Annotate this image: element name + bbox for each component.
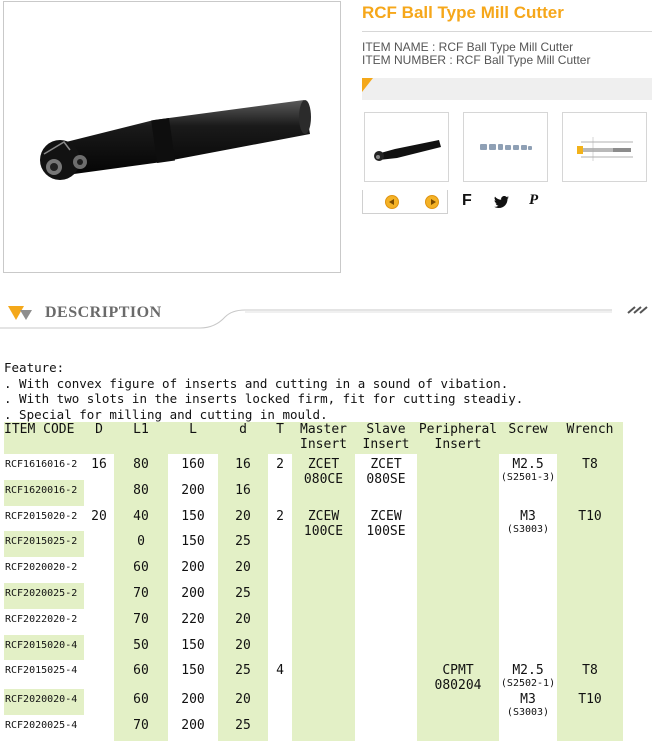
table-row [4,506,623,532]
D-cell [84,689,114,715]
T-cell [268,480,292,506]
D-cell [84,583,114,609]
L1-cell: 70 [114,609,168,635]
col-master-insert: Master Insert [292,422,355,454]
main-product-image[interactable] [3,1,341,273]
col-item-code: ITEM CODE [4,422,84,454]
T-cell [268,689,292,715]
col-d: d [218,422,268,454]
D-cell [84,660,114,689]
D-cell [84,531,114,557]
item-code-cell: RCF2015025-4 [4,660,84,689]
pinterest-icon[interactable]: P [529,192,539,208]
L1-cell: 80 [114,480,168,506]
drawing-thumbnail-icon [563,113,646,181]
L1-cell: 60 [114,557,168,583]
L1-cell: 80 [114,454,168,480]
item-code-cell: RCF2020025-4 [4,715,84,741]
d-cell: 16 [218,480,268,506]
item-code-cell: RCF2022020-2 [4,609,84,635]
thumbnail-inserts[interactable] [463,112,548,182]
screw-cell: M2.5 (S2501-3) [499,454,557,506]
d-cell: 25 [218,715,268,741]
D-cell [84,557,114,583]
D-cell [84,480,114,506]
item-code-cell: RCF2020020-4 [4,689,84,715]
info-bar [362,78,652,100]
d-cell: 16 [218,454,268,480]
D-cell: 16 [84,454,114,480]
d-cell: 20 [218,689,268,715]
T-cell [268,635,292,661]
L1-cell: 70 [114,583,168,609]
screw-cell: M3 (S3003) [499,506,557,661]
table-row [4,454,623,480]
product-title: RCF Ball Type Mill Cutter [362,3,564,22]
master-insert-cell: ZCEW 100CE [292,506,355,741]
D-cell [84,635,114,661]
L-cell: 150 [168,635,218,661]
T-cell [268,609,292,635]
prev-arrow-icon[interactable] [385,195,399,209]
inserts-thumbnail-icon [464,113,547,181]
L1-cell: 60 [114,689,168,715]
gallery-nav [362,190,448,214]
cutter-illustration [4,2,340,272]
T-cell: 2 [268,454,292,480]
L-cell: 150 [168,531,218,557]
L-cell: 200 [168,583,218,609]
T-cell [268,557,292,583]
feature-label: Feature: [4,360,65,375]
col-wrench: Wrench [557,422,623,454]
d-cell: 20 [218,557,268,583]
table-header-row [4,422,623,454]
col-T: T [268,422,292,454]
L1-cell: 50 [114,635,168,661]
item-code-cell: RCF1620016-2 [4,480,84,506]
feature-line-1: . With convex figure of inserts and cutting in a sound of vibation. [4,375,509,391]
spec-table [4,422,623,741]
L1-cell: 60 [114,660,168,689]
peripheral-insert-cell: CPMT 080204 [417,660,499,741]
T-cell [268,583,292,609]
d-cell: 25 [218,583,268,609]
item-code-cell: RCF2015020-2 [4,506,84,532]
feature-line-3: . Special for milling and cutting in mould. [4,406,328,422]
T-cell: 4 [268,660,292,689]
screw-cell: M2.5 (S2502-1) [499,660,557,689]
master-insert-cell: ZCET 080CE [292,454,355,506]
description-title: DESCRIPTION [45,304,162,321]
facebook-icon[interactable]: F [462,192,472,209]
feature-block [4,360,523,422]
col-slave-insert: Slave Insert [355,422,417,454]
thumbnail-cutter[interactable] [364,112,449,182]
item-number-text: ITEM NUMBER : RCF Ball Type Mill Cutter [362,53,591,67]
d-cell: 20 [218,506,268,532]
wrench-cell: T8 [557,454,623,506]
slave-insert-cell: ZCEW 100SE [355,506,417,741]
next-arrow-icon[interactable] [425,195,439,209]
T-cell: 2 [268,506,292,532]
item-code-cell: RCF1616016-2 [4,454,84,480]
L-cell: 200 [168,715,218,741]
d-cell: 25 [218,531,268,557]
L-cell: 200 [168,480,218,506]
slave-insert-cell: ZCET 080SE [355,454,417,506]
L-cell: 160 [168,454,218,480]
L1-cell: 40 [114,506,168,532]
d-cell: 20 [218,635,268,661]
col-L: L [168,422,218,454]
T-cell [268,531,292,557]
L-cell: 200 [168,557,218,583]
item-name-text: ITEM NAME : RCF Ball Type Mill Cutter [362,40,574,54]
d-cell: 25 [218,660,268,689]
L1-cell: 0 [114,531,168,557]
item-code-cell: RCF2020020-2 [4,557,84,583]
L-cell: 220 [168,609,218,635]
cutter-thumbnail-icon [365,113,448,181]
peripheral-insert-cell [417,454,499,660]
col-L1: L1 [114,422,168,454]
d-cell: 20 [218,609,268,635]
wrench-cell: T10 [557,689,623,741]
L-cell: 150 [168,506,218,532]
twitter-icon[interactable] [494,195,509,213]
T-cell [268,715,292,741]
wrench-cell: T10 [557,506,623,661]
col-peripheral-insert: Peripheral Insert [418,422,498,452]
item-code-cell: RCF2020025-2 [4,583,84,609]
D-cell [84,609,114,635]
item-code-cell: RCF2015025-2 [4,531,84,557]
item-code-cell: RCF2015020-4 [4,635,84,661]
D-cell [84,715,114,741]
wrench-cell: T8 [557,660,623,689]
col-screw: Screw [499,422,557,454]
L-cell: 150 [168,660,218,689]
col-D: D [84,422,114,454]
L-cell: 200 [168,689,218,715]
screw-cell: M3 (S3003) [499,689,557,741]
thumbnail-drawing[interactable] [562,112,647,182]
title-divider [362,31,652,32]
feature-line-2: . With two slots in the inserts locked firm, fit for cutting steadiy. [4,391,524,407]
D-cell: 20 [84,506,114,532]
corner-marker-icon [362,78,373,92]
L1-cell: 70 [114,715,168,741]
